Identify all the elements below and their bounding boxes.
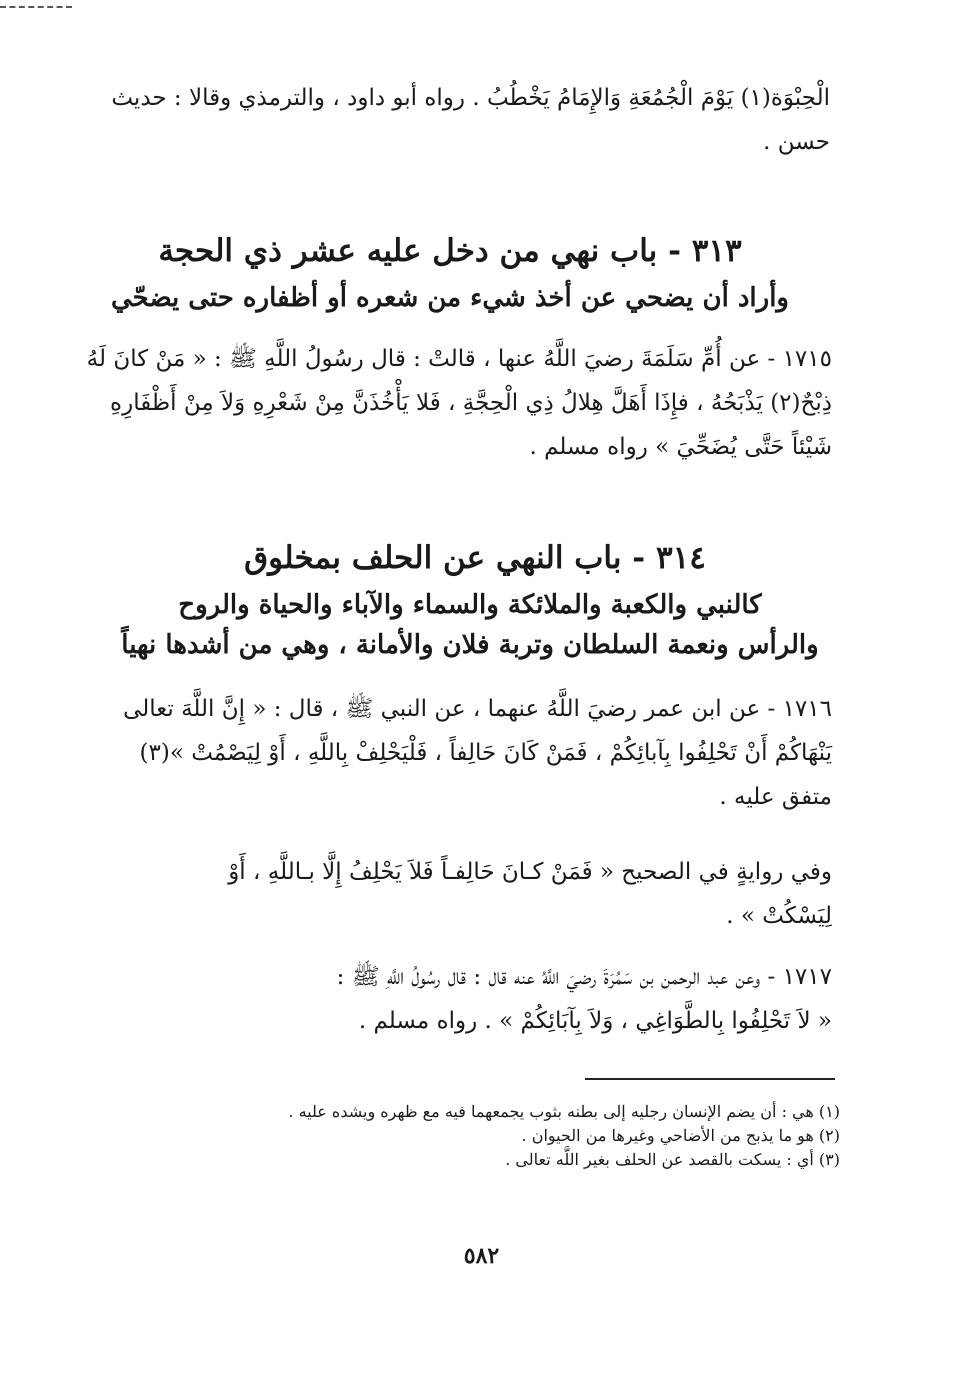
section-314-subtitle [80, 585, 860, 665]
footnotes [180, 1100, 840, 1172]
hadith-line: ذِبْحٌ(٢) يَذْبَحُهُ ، فإِذَا أَهَلَّ هِلالُ ذِي الْحِجَّةِ ، فَلا يَأْخُذَنَّ مِنْ شَعْرِهِ وَلاَ مِنْ أَظْفَارِهِ [110, 390, 832, 416]
hadith-1716 [62, 687, 832, 819]
page-number: ٥٨٢ [463, 1243, 500, 1269]
hadith-line: شَيْئاً حَتَّى يُضَحِّيَ » رواه مسلم . [529, 434, 832, 460]
intro-paragraph [60, 76, 830, 164]
hadith-line: ١٧١٥ - عن أُمِّ سَلَمَةَ رضيَ اللَّهُ عنها ، قالتْ : قال رسُولُ اللَّهِ ﷺ : « مَنْ كانَ لَهُ [86, 346, 832, 372]
section-313-title: ٣١٣ - باب نهي من دخل عليه عشر ذي الحجة [158, 233, 742, 269]
hadith-1715 [62, 337, 832, 469]
hadith-line: « لاَ تَحْلِفُوا بِالطَّوَاغِي ، وَلاَ بِآبَائِكُمْ » . رواه مسلم . [358, 1008, 832, 1034]
riwaya-line: لِيَسْكُتْ » . [726, 903, 832, 929]
intro-line: الْحِبْوَة(١) يَوْمَ الْجُمُعَةِ وَالإِمَامُ يَخْطُبُ . رواه أبو داود ، والترمذي وقالا : حديث [111, 85, 830, 111]
hadith-line: متفق عليه . [719, 784, 832, 810]
section-313-subtitle: وأراد أن يضحي عن أخذ شيء من شعره أو أظفاره حتى يضحّي [111, 283, 789, 313]
subtitle-line: كالنبي والكعبة والملائكة والسماء والآباء والحياة والروح [178, 590, 762, 620]
hadith-line: ١٧١٧ - وعن عبد الرحمن بن سَمُرَةَ رضيَ اللَّهُ عنه قال : قال رسُولُ اللَّهِ ﷺ : [336, 964, 832, 990]
subtitle-line: والرأس ونعمة السلطان وتربة فلان والأمانة ، وهي من أشدها نهياً [121, 630, 819, 660]
riwaya-line: وفي روايةٍ في الصحيح « فَمَنْ كـانَ حَالِفـاً فَلاَ يَحْلِفُ إِلَّا بـاللَّهِ ، أَوْ [228, 859, 832, 885]
footnote: (١) هي : أن يضم الإنسان رجليه إلى بطنه بثوب يجمعهما فيه مع ظهره ويشده عليه . [288, 1102, 840, 1121]
intro-line: حسن . [763, 129, 830, 155]
footnote: (٢) هو ما يذبح من الأضاحي وغيرها من الحيوان . [521, 1126, 840, 1145]
hadith-1717 [62, 955, 832, 1043]
footnote: (٣) أي : يسكت بالقصد عن الحلف بغير اللَّه تعالى . [505, 1150, 840, 1169]
hadith-line: ١٧١٦ - عن ابن عمر رضيَ اللَّهُ عنهما ، عن النبي ﷺ ، قال : « إِنَّ اللَّهَ تعالى [123, 696, 832, 722]
hadith-line: يَنْهَاكُمْ أَنْ تَحْلِفُوا بِآبائِكُمْ ، فَمَنْ كَانَ حَالِفاً ، فَلْيَحْلِفْ بِاللَّهِ ، أَوْ لِيَصْمُتْ »(٣) [139, 740, 832, 766]
section-314-title: ٣١٤ - باب النهي عن الحلف بمخلوق [244, 540, 706, 576]
footnote-separator [585, 1078, 835, 1080]
riwaya-paragraph [62, 850, 832, 938]
top-edge-mark [0, 6, 72, 8]
